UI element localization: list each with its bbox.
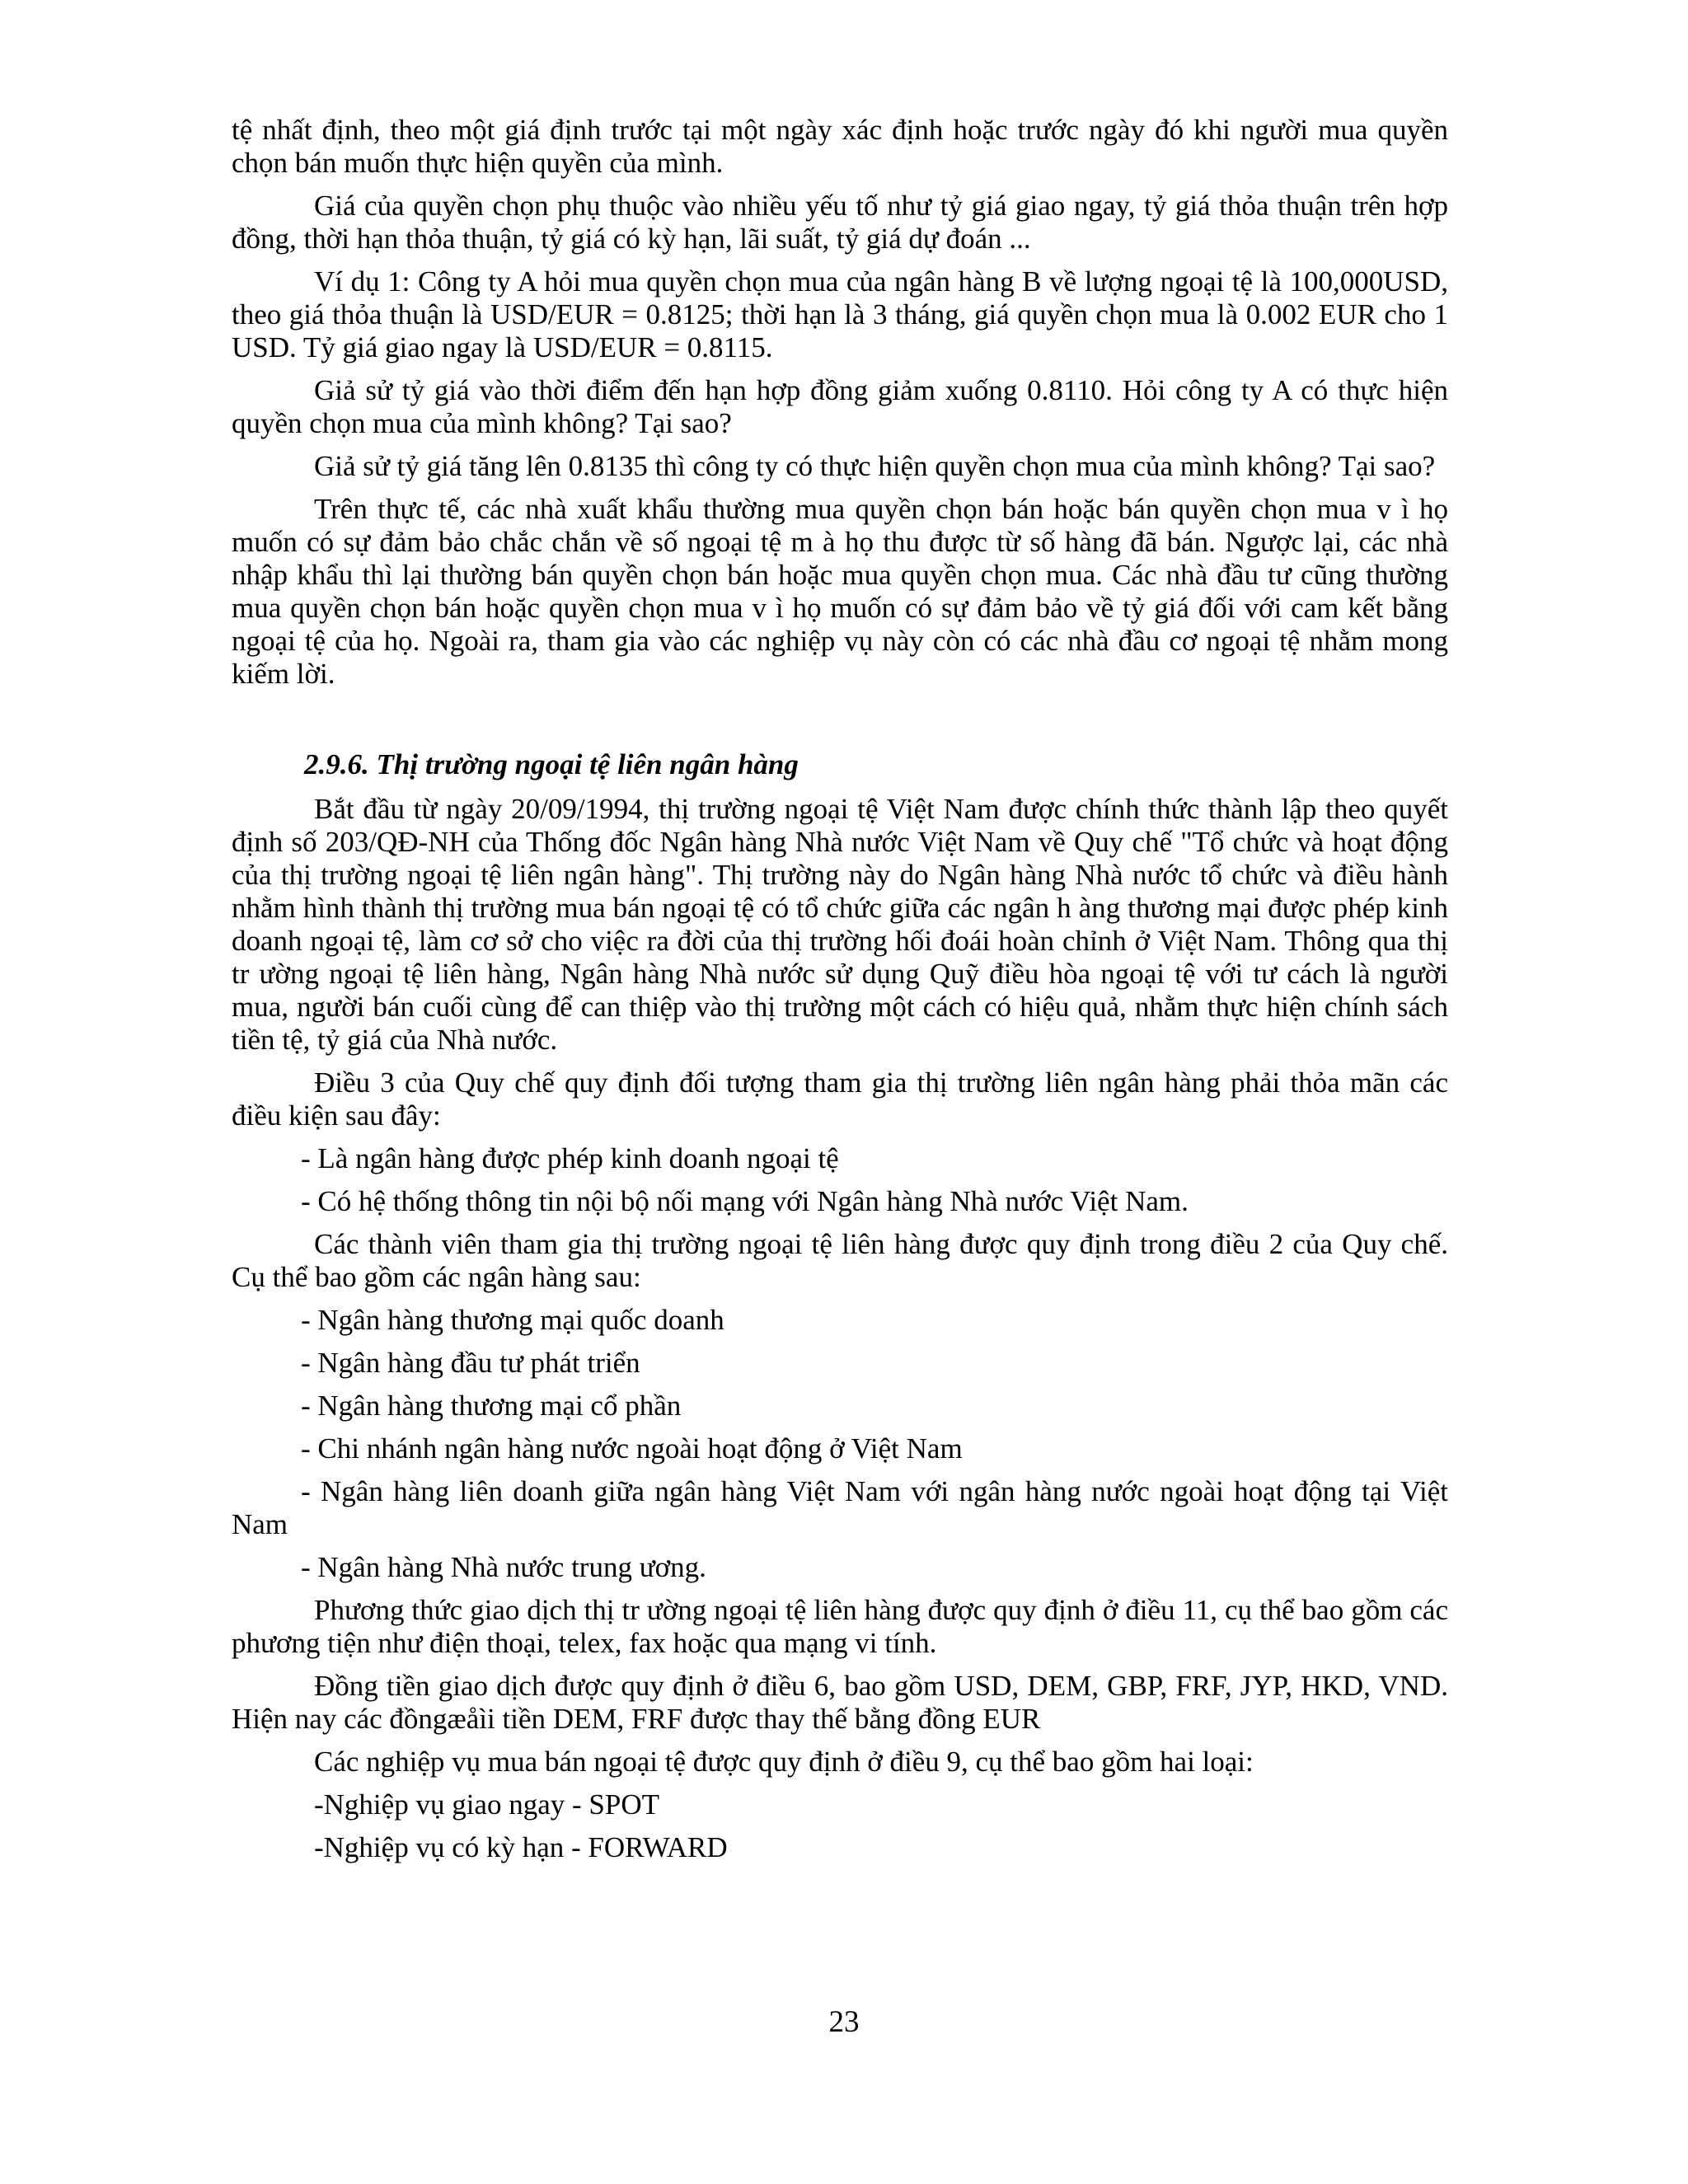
paragraph-question-decrease: Giả sử tỷ giá vào thời điểm đến hạn hợp đồng giảm xuống 0.8110. Hỏi công ty A có thực hiện quyền chọn mua của mình không? Tại sao? [232, 374, 1448, 439]
list-item-member: - Ngân hàng thương mại quốc doanh [301, 1304, 724, 1336]
list-item-condition: - Có hệ thống thông tin nội bộ nối mạng với Ngân hàng Nhà nước Việt Nam. [301, 1185, 1189, 1217]
paragraph-practice: Trên thực tế, các nhà xuất khẩu thường mua quyền chọn bán hoặc bán quyền chọn mua v ì họ muốn có sự đảm bảo chắc chắn về số ngoại tệ m à họ thu được từ số hàng đã bán. Ngược lại, các nhà nhập khẩu thì lại thường bán quyền chọn bán hoặc mua quyền chọn mua. Các nhà đầu tư cũng thường mua quyền chọn bán hoặc quyền chọn mua v ì họ muốn có sự đảm bảo về tỷ giá đối với cam kết bằng ngoại tệ của họ. Ngoài ra, tham gia vào các nghiệp vụ này còn có các nhà đầu cơ ngoại tệ nhằm mong kiếm lời. [232, 493, 1448, 690]
list-item-member: - Ngân hàng thương mại cổ phần [301, 1390, 682, 1422]
list-item-member: - Ngân hàng liên doanh giữa ngân hàng Việt Nam với ngân hàng nước ngoài hoạt động tại Việt Nam [232, 1475, 1448, 1540]
paragraph-market-founding: Bắt đầu từ ngày 20/09/1994, thị trường ngoại tệ Việt Nam được chính thức thành lập theo quyết định số 203/QĐ-NH của Thống đốc Ngân hàng Nhà nước Việt Nam về Quy chế "Tổ chức và hoạt động của thị trường ngoại tệ liên ngân hàng". Thị trường này do Ngân hàng Nhà nước tổ chức và điều hành nhằm hình thành thị trường mua bán ngoại tệ có tổ chức giữa các ngân h àng thương mại được phép kinh doanh ngoại tệ, làm cơ sở cho việc ra đời của thị trường hối đoái hoàn chỉnh ở Việt Nam. Thông qua thị tr ường ngoại tệ liên hàng, Ngân hàng Nhà nước sử dụng Quỹ điều hòa ngoại tệ với tư cách là người mua, người bán cuối cùng để can thiệp vào thị trường một cách có hiệu quả, nhằm thực hiện chính sách tiền tệ, tỷ giá của Nhà nước. [232, 793, 1448, 1056]
page-number: 23 [828, 2005, 860, 2039]
list-item-operation: -Nghiệp vụ có kỳ hạn - FORWARD [314, 1831, 728, 1863]
list-item-member: - Ngân hàng đầu tư phát triển [301, 1347, 640, 1379]
paragraph-members-intro: Các thành viên tham gia thị trường ngoại tệ liên hàng được quy định trong điều 2 của Quy chế. Cụ thể bao gồm các ngân hàng sau: [232, 1228, 1448, 1293]
paragraph-currencies: Đồng tiền giao dịch được quy định ở điều 6, bao gồm USD, DEM, GBP, FRF, JYP, HKD, VND. Hiện nay các đồngæåìi tiền DEM, FRF được thay thế bằng đồng EUR [232, 1670, 1448, 1735]
paragraph-question-increase: Giả sử tỷ giá tăng lên 0.8135 thì công ty có thực hiện quyền chọn mua của mình không? Tại sao? [314, 450, 1436, 482]
paragraph-methods: Phương thức giao dịch thị tr ường ngoại tệ liên hàng được quy định ở điều 11, cụ thể bao gồm các phương tiện như điện thoại, telex, fax hoặc qua mạng vi tính. [232, 1594, 1448, 1659]
paragraph-example-1: Ví dụ 1: Công ty A hỏi mua quyền chọn mua của ngân hàng B về lượng ngoại tệ là 100,000USD, theo giá thỏa thuận là USD/EUR = 0.8125; thời hạn là 3 tháng, giá quyền chọn mua là 0.002 EUR cho 1 USD. Tỷ giá giao ngay là USD/EUR = 0.8115. [232, 265, 1448, 363]
list-item-member: - Chi nhánh ngân hàng nước ngoài hoạt động ở Việt Nam [301, 1432, 963, 1465]
paragraph-operations-intro: Các nghiệp vụ mua bán ngoại tệ được quy định ở điều 9, cụ thể bao gồm hai loại: [314, 1746, 1254, 1778]
paragraph-continuation: tệ nhất định, theo một giá định trước tại một ngày xác định hoặc trước ngày đó khi người mua quyền chọn bán muốn thực hiện quyền của mình. [232, 114, 1448, 179]
list-item-member: - Ngân hàng Nhà nước trung ương. [301, 1551, 706, 1583]
list-item-operation: -Nghiệp vụ giao ngay - SPOT [314, 1788, 659, 1821]
document-page [232, 114, 1448, 1874]
list-item-condition: - Là ngân hàng được phép kinh doanh ngoại tệ [301, 1142, 839, 1174]
paragraph-article-3: Điều 3 của Quy chế quy định đối tượng tham gia thị trường liên ngân hàng phải thỏa mãn các điều kiện sau đây: [232, 1066, 1448, 1132]
section-heading: 2.9.6. Thị trường ngoại tệ liên ngân hàng [304, 748, 799, 780]
paragraph-option-price: Giá của quyền chọn phụ thuộc vào nhiều yếu tố như tỷ giá giao ngay, tỷ giá thỏa thuận trên hợp đồng, thời hạn thỏa thuận, tỷ giá có kỳ hạn, lãi suất, tỷ giá dự đoán ... [232, 190, 1448, 255]
